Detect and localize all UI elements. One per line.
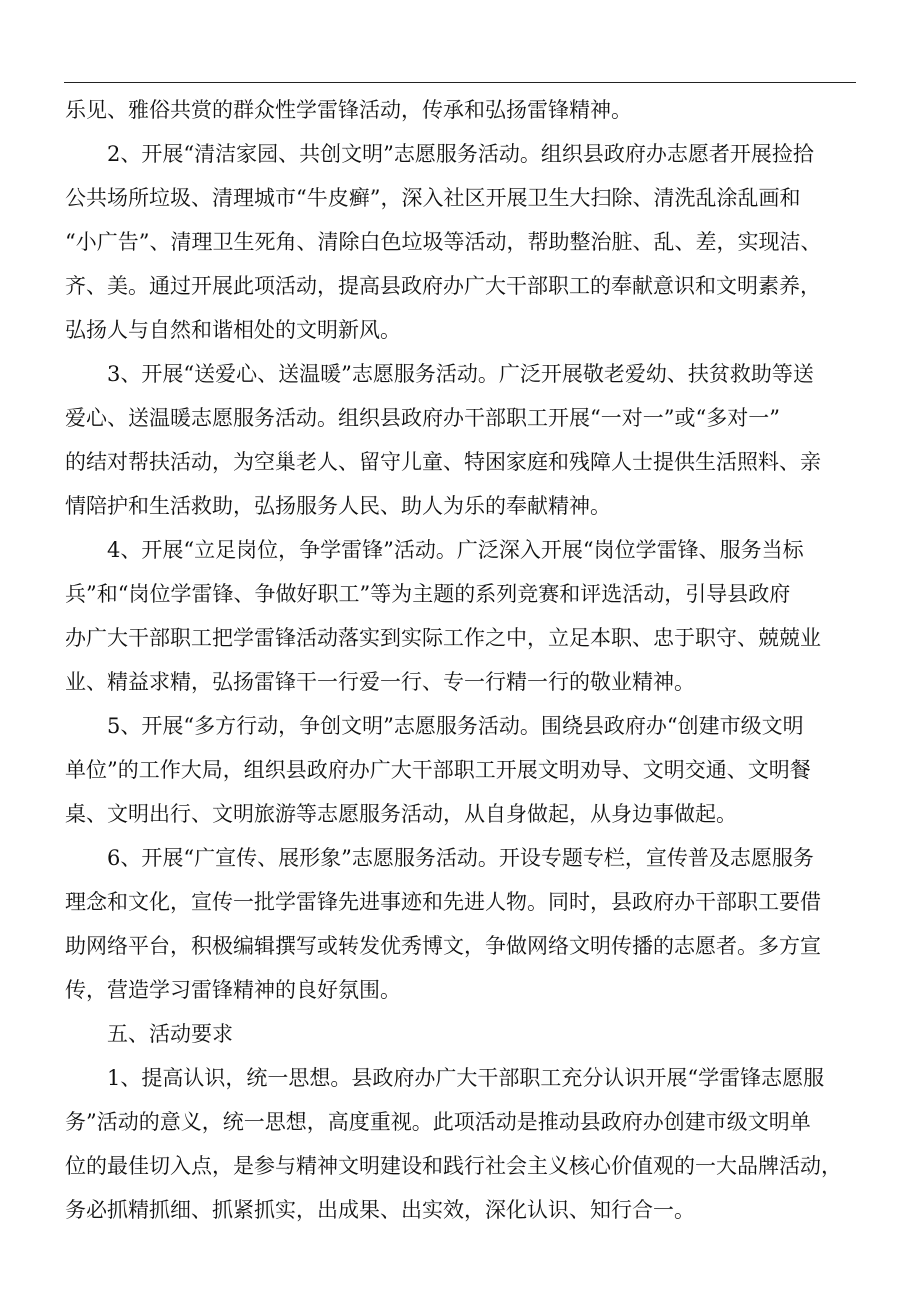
document-body <box>65 88 865 1232</box>
paragraph-6-line-4: 传，营造学习雷锋精神的良好氛围。 <box>65 978 401 1002</box>
header-rule <box>64 82 856 83</box>
paragraph-3-line-2: 爱心、送温暖志愿服务活动。组织县政府办干部职工开展“一对一”或“多对一” <box>65 406 780 430</box>
requirement-1-line-3: 位的最佳切入点，是参与精神文明建设和践行社会主义核心价值观的一大品牌活动， <box>65 1154 842 1178</box>
section-heading: 五、活动要求 <box>107 1022 233 1046</box>
paragraph-3-line-1: 3、开展“送爱心、送温暖”志愿服务活动。广泛开展敬老爱幼、扶贫救助等送 <box>107 362 814 386</box>
paragraph-6-line-2: 理念和文化，宣传一批学雷锋先进事迹和先进人物。同时，县政府办干部职工要借 <box>65 890 821 914</box>
paragraph-2-line-2: 公共场所垃圾、清理城市“牛皮癣”，深入社区开展卫生大扫除、清洗乱涂乱画和 <box>65 186 801 210</box>
paragraph-4-line-2: 兵”和“岗位学雷锋、争做好职工”等为主题的系列竞赛和评选活动，引导县政府 <box>65 582 791 606</box>
paragraph-6-line-1: 6、开展“广宣传、展形象”志愿服务活动。开设专题专栏，宣传普及志愿服务 <box>107 846 814 870</box>
paragraph-2-line-1: 2、开展“清洁家园、共创文明”志愿服务活动。组织县政府办志愿者开展捡拾 <box>107 142 814 166</box>
paragraph-4-line-4: 业、精益求精，弘扬雷锋干一行爱一行、专一行精一行的敬业精神。 <box>65 670 695 694</box>
paragraph-5-line-3: 桌、文明出行、文明旅游等志愿服务活动，从自身做起，从身边事做起。 <box>65 802 737 826</box>
paragraph-5-line-2: 单位”的工作大局，组织县政府办广大干部职工开展文明劝导、文明交通、文明餐 <box>65 758 811 782</box>
requirement-1-line-2: 务”活动的意义，统一思想，高度重视。此项活动是推动县政府办创建市级文明单 <box>65 1110 811 1134</box>
paragraph-2-line-3: “小广告”、清理卫生死角、清除白色垃圾等活动，帮助整治脏、乱、差，实现洁、 <box>65 230 822 254</box>
text-line: 乐见、雅俗共赏的群众性学雷锋活动，传承和弘扬雷锋精神。 <box>65 98 632 122</box>
paragraph-2-line-5: 弘扬人与自然和谐相处的文明新风。 <box>65 318 401 342</box>
paragraph-4-line-1: 4、开展“立足岗位，争学雷锋”活动。广泛深入开展“岗位学雷锋、服务当标 <box>107 538 804 562</box>
paragraph-3-line-3: 的结对帮扶活动，为空巢老人、留守儿童、特困家庭和残障人士提供生活照料、亲 <box>65 450 821 474</box>
paragraph-4-line-3: 办广大干部职工把学雷锋活动落实到实际工作之中，立足本职、忠于职守、兢兢业 <box>65 626 821 650</box>
paragraph-2-line-4: 齐、美。通过开展此项活动，提高县政府办广大干部职工的奉献意识和文明素养， <box>65 274 821 298</box>
paragraph-3-line-4: 情陪护和生活救助，弘扬服务人民、助人为乐的奉献精神。 <box>65 494 611 518</box>
requirement-1-line-4: 务必抓精抓细、抓紧抓实，出成果、出实效，深化认识、知行合一。 <box>65 1198 695 1222</box>
paragraph-5-line-1: 5、开展“多方行动，争创文明”志愿服务活动。围绕县政府办“创建市级文明 <box>107 714 804 738</box>
paragraph-6-line-3: 助网络平台，积极编辑撰写或转发优秀博文，争做网络文明传播的志愿者。多方宣 <box>65 934 821 958</box>
requirement-1-line-1: 1、提高认识，统一思想。县政府办广大干部职工充分认识开展“学雷锋志愿服 <box>107 1066 825 1090</box>
